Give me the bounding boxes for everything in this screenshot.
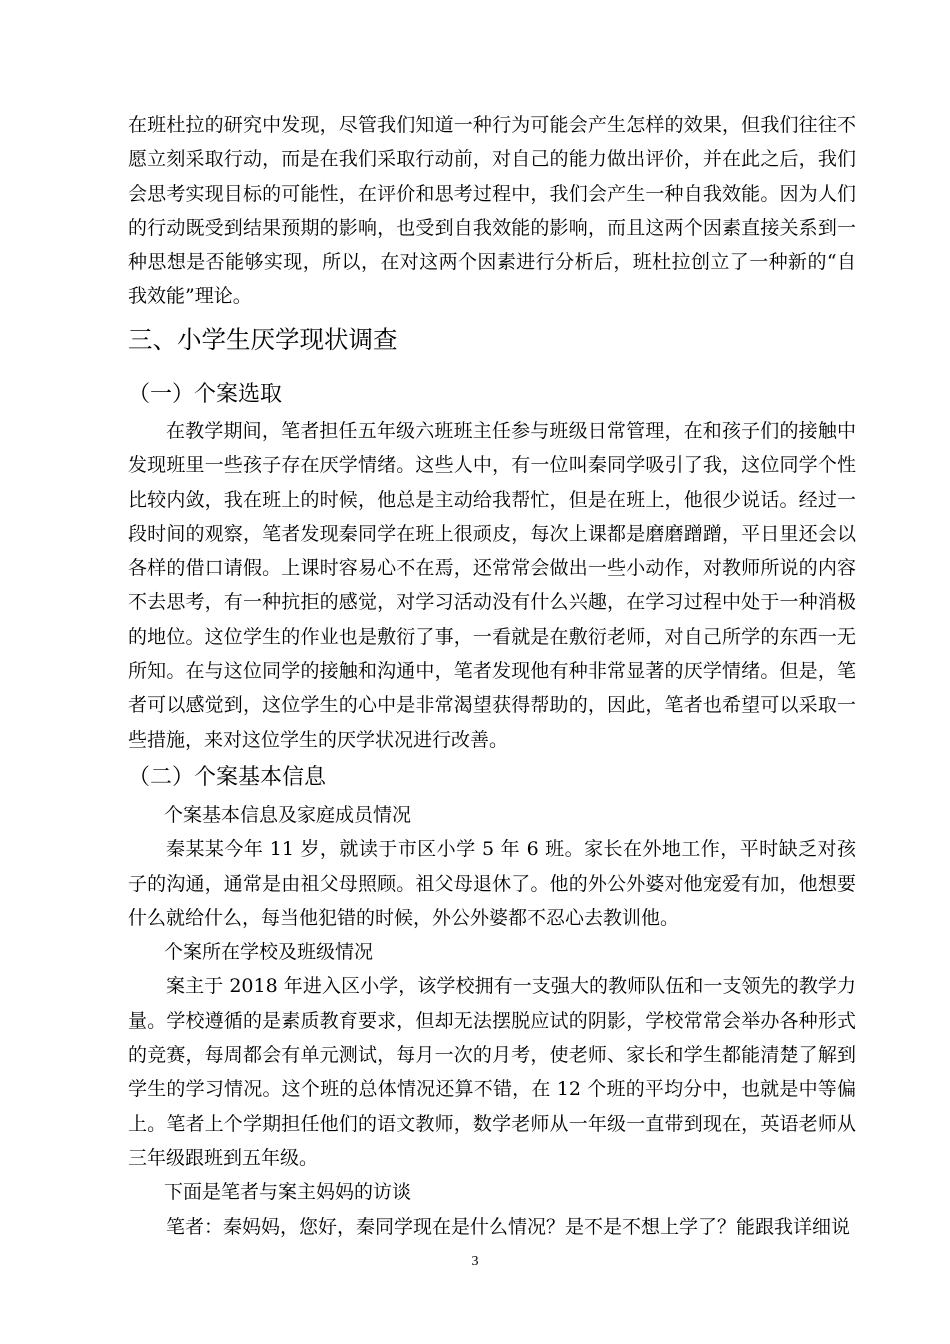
family-info-paragraph: 秦某某今年 11 岁，就读于市区小学 5 年 6 班。家长在外地工作，平时缺乏对孩子的沟通，通常是由祖父母照顾。祖父母退休了。他的外公外婆对他宠爱有加，他想要什么就给什么，每当他犯错的时候，外公外婆都不忍心去教训他。 xyxy=(128,838,856,929)
intro-paragraph: 在班杜拉的研究中发现，尽管我们知道一种行为可能会产生怎样的效果，但我们往往不愿立刻采取行动，而是在我们采取行动前，对自己的能力做出评价，并在此之后，我们会思考实现目标的可能性，在评价和思考过程中，我们会产生一种自我效能。因为人们的行动既受到结果预期的影响，也受到自我效能的影响，而且这两个因素直接关系到一种思想是否能够实现，所以，在对这两个因素进行分析后，班杜拉创立了一种新的“自我效能”理论。 xyxy=(128,114,856,308)
page-number: 3 xyxy=(471,1254,479,1269)
basic-info-block xyxy=(128,798,856,1244)
case-selection-paragraph: 在教学期间，笔者担任五年级六班班主任参与班级日常管理，在和孩子们的接触中发现班里一些孩子存在厌学情绪。这些人中，有一位叫秦同学吸引了我，这位同学个性比较内敛，我在班上的时候，他总是主动给我帮忙，但是在班上，他很少说话。经过一段时间的观察，笔者发现秦同学在班上很顽皮，每次上课都是磨磨蹭蹭，平日里还会以各样的借口请假。上课时容易心不在焉，还常常会做出一些小动作，对教师所说的内容不去思考，有一种抗拒的感觉，对学习活动没有什么兴趣，在学习过程中处于一种消极的地位。这位学生的作业也是敷衍了事，一看就是在敷衍老师，对自己所学的东西一无所知。在与这位同学的接触和沟通中，笔者发现他有种非常显著的厌学情绪。但是，笔者可以感觉到，这位学生的心中是非常渴望获得帮助的，因此，笔者也希望可以采取一些措施，来对这位学生的厌学状况进行改善。 xyxy=(128,420,856,751)
interview-paragraph: 笔者：秦妈妈，您好，秦同学现在是什么情况？是不是不想上学了？能跟我详细说 xyxy=(166,1215,851,1238)
section-heading: 三、小学生厌学现状调查 xyxy=(128,325,398,354)
subsection-heading-case-selection: （一）个案选取 xyxy=(128,382,283,407)
subsection-heading-basic-info: （二）个案基本信息 xyxy=(128,765,327,790)
school-info-label: 个案所在学校及班级情况 xyxy=(164,941,374,964)
interview-label: 下面是笔者与案主妈妈的访谈 xyxy=(164,1181,412,1204)
case-selection-block xyxy=(128,414,856,757)
family-info-label: 个案基本信息及家庭成员情况 xyxy=(164,804,412,826)
school-info-paragraph: 案主于 2018 年进入区小学，该学校拥有一支强大的教师队伍和一支领先的教学力量。学校遵循的是素质教育要求，但却无法摆脱应试的阴影，学校常常会举办各种形式的竞赛，每周都会有单元测试，每月一次的月考，使老师、家长和学生都能清楚了解到学生的学习情况。这个班的总体情况还算不错，在 12 个班的平均分中，也就是中等偏上。笔者上个学期担任他们的语文教师，数学老师从一年级一直带到现在，英语老师从三年级跟班到五年级。 xyxy=(128,975,856,1169)
intro-block xyxy=(128,108,856,314)
